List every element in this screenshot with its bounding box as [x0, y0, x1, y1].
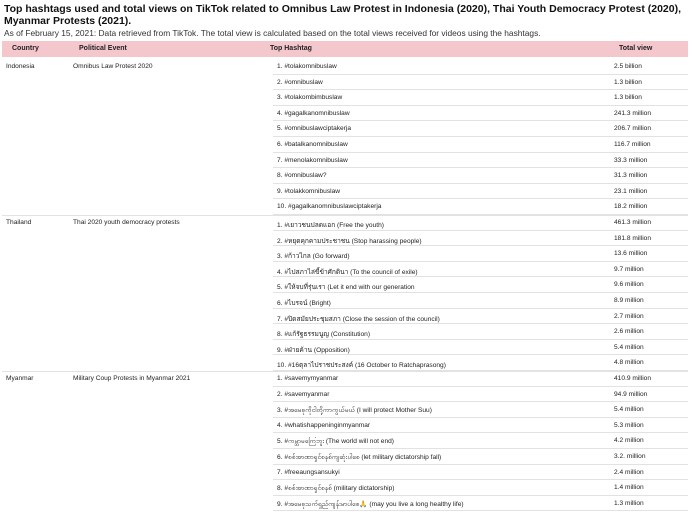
- cell-total-view: 8.9 million: [614, 297, 644, 304]
- cell-hashtag: 6. #စစ်အာဏာရှင်စနစ်ကျဆုံးပါစေ (let military dictatorship fall): [277, 454, 442, 461]
- cell-hashtag: 1. #savemymyanmar: [277, 375, 339, 382]
- table-row: [2, 90, 688, 106]
- cell-hashtag: 7. #freeaungsansukyi: [277, 468, 340, 476]
- cell-total-view: 33.3 million: [614, 156, 648, 164]
- cell-hashtag: 4. #ไปสภาไล่ขี้ข้าศักดินา (To the council of exile): [277, 268, 418, 276]
- cell-hashtag: 3. #tolakombimbuslaw: [277, 94, 343, 102]
- cell-hashtag: 8. #omnibuslaw?: [277, 172, 327, 180]
- cell-total-view: 94.9 million: [614, 390, 648, 398]
- header-country[interactable]: Country: [12, 45, 39, 52]
- table-row: [2, 387, 688, 403]
- table-row: [2, 465, 688, 481]
- table-row: [2, 106, 688, 122]
- cell-total-view: 5.4 million: [614, 343, 644, 351]
- cell-hashtag: 6. #batalkanomnibuslaw: [277, 141, 348, 148]
- cell-hashtag: 8. #แก้รัฐธรรมนูญ (Constitution): [277, 331, 371, 339]
- cell-total-view: 181.8 million: [614, 234, 652, 242]
- cell-total-view: 1.4 million: [614, 484, 644, 492]
- cell-hashtag: 2. #savemyanmar: [277, 390, 330, 398]
- header-total-view[interactable]: Total view: [619, 45, 653, 52]
- cell-total-view: 206.7 million: [614, 125, 652, 133]
- cell-total-view: 4.2 million: [614, 437, 644, 445]
- table-row: [2, 433, 688, 449]
- cell-hashtag: 4. #whatishappeninginmyanmar: [277, 421, 371, 429]
- page-subtitle: As of February 15, 2021: Data retrieved from TikTok. The total view is calculated based on the total views received for videos using the hashtags.: [4, 28, 541, 38]
- table-header: [2, 41, 688, 57]
- cell-total-view: 1.3 billion: [614, 94, 642, 102]
- page-title: Top hashtags used and total views on TikTok related to Omnibus Law Protest in Indonesia (2020), Thai Youth Democracy Protest (2020), Myanmar Protests (2021).: [4, 3, 682, 27]
- cell-total-view: 461.3 million: [614, 219, 652, 226]
- cell-total-view: 23.1 million: [614, 187, 648, 195]
- cell-hashtag: 6. #ไบรจน์ (Bright): [277, 300, 331, 307]
- cell-total-view: 1.3 billion: [614, 78, 642, 86]
- cell-hashtag: 10. #gagalkanomnibuslawciptakerja: [277, 203, 382, 211]
- row-divider: [273, 510, 688, 511]
- cell-total-view: 9.6 million: [614, 281, 644, 289]
- cell-total-view: 3.2. million: [614, 453, 646, 460]
- cell-total-view: 2.4 million: [614, 468, 644, 476]
- cell-hashtag: 4. #gagalkanomnibuslaw: [277, 109, 350, 117]
- cell-total-view: 5.3 million: [614, 421, 644, 429]
- table-row: [2, 137, 688, 153]
- table-row: [2, 121, 688, 137]
- table-row: [2, 496, 688, 512]
- cell-political-event: Omnibus Law Protest 2020: [73, 63, 153, 70]
- table-row: [2, 293, 688, 309]
- cell-hashtag: 10. #16ตุลาไปราชประสงค์ (16 October to Ratchaprasong): [277, 362, 446, 370]
- cell-hashtag: 9. #အမေစုသက်ရှည်ကျန်းမာပါစေ🙏 (may you live a long healthy life): [277, 500, 464, 508]
- cell-hashtag: 5. #ကမ္ဘာမကြေဘူး (The world will not end): [277, 438, 394, 446]
- group-divider: [2, 371, 688, 372]
- table-row: [2, 418, 688, 434]
- cell-total-view: 5.4 million: [614, 406, 644, 414]
- table-row: [2, 480, 688, 496]
- cell-hashtag: 7. #ปิดสมัยประชุมสภา (Close the session of the council): [277, 315, 440, 323]
- table-row: [2, 246, 688, 262]
- table-row: [2, 184, 688, 200]
- cell-hashtag: 1. #เยาวชนปลดแอก (Free the youth): [277, 222, 384, 229]
- cell-hashtag: 3. #ก้าวไกล (Go forward): [277, 253, 350, 261]
- header-political-event[interactable]: Political Event: [79, 45, 127, 52]
- cell-total-view: 13.6 million: [614, 250, 648, 258]
- table-row: [2, 262, 688, 278]
- table-row: [2, 59, 688, 75]
- table-row: [2, 153, 688, 169]
- cell-political-event: Military Coup Protests in Myanmar 2021: [73, 375, 191, 382]
- cell-total-view: 9.7 million: [614, 265, 644, 273]
- cell-hashtag: 7. #menolakomnibuslaw: [277, 156, 348, 164]
- cell-total-view: 4.8 million: [614, 359, 644, 367]
- header-top-hashtag[interactable]: Top Hashtag: [270, 45, 312, 52]
- table-row: [2, 199, 688, 215]
- cell-country: Myanmar: [6, 375, 34, 382]
- cell-total-view: 2.7 million: [614, 312, 644, 320]
- table-row: [2, 324, 688, 340]
- cell-total-view: 2.5 billion: [614, 63, 642, 70]
- cell-hashtag: 8. #စစ်အာဏာရှင်စနစ် (military dictatorship): [277, 485, 395, 493]
- table-row: [2, 340, 688, 356]
- cell-total-view: 116.7 million: [614, 141, 651, 148]
- cell-hashtag: 1. #tolakomnibuslaw: [277, 63, 337, 70]
- cell-total-view: 18.2 million: [614, 203, 648, 211]
- cell-hashtag: 2. #omnibuslaw: [277, 78, 323, 86]
- table-row: [2, 449, 688, 465]
- table-row: [2, 371, 688, 387]
- group-divider: [2, 215, 688, 216]
- table-row: [2, 309, 688, 325]
- table-row: [2, 215, 688, 231]
- cell-hashtag: 3. #အမေစုကိုငါတို့ကာကွယ်မယ် (I will protect Mother Suu): [277, 407, 432, 415]
- table-row: [2, 231, 688, 247]
- table-row: [2, 168, 688, 184]
- cell-total-view: 410.9 million: [614, 375, 652, 382]
- cell-country: Thailand: [6, 219, 32, 226]
- cell-political-event: Thai 2020 youth democracy protests: [73, 219, 180, 226]
- cell-total-view: 1.3 million: [614, 499, 644, 507]
- cell-total-view: 2.6 million: [614, 328, 644, 336]
- cell-total-view: 241.3 million: [614, 109, 652, 117]
- cell-hashtag: 9. #tolakkomnibuslaw: [277, 187, 341, 195]
- cell-hashtag: 9. #ฝ่ายค้าน (Opposition): [277, 346, 350, 354]
- cell-hashtag: 2. #หยุดคุกคามประชาชน (Stop harassing people): [277, 237, 422, 245]
- cell-country: Indonesia: [6, 63, 35, 70]
- cell-hashtag: 5. #ให้จบที่รุ่นเรา (Let it end with our generation: [277, 284, 415, 292]
- table-row: [2, 355, 688, 371]
- table-row: [2, 277, 688, 293]
- table-row: [2, 75, 688, 91]
- table-row: [2, 402, 688, 418]
- cell-total-view: 31.3 million: [614, 172, 648, 180]
- cell-hashtag: 5. #omnibuslawciptakerja: [277, 125, 352, 133]
